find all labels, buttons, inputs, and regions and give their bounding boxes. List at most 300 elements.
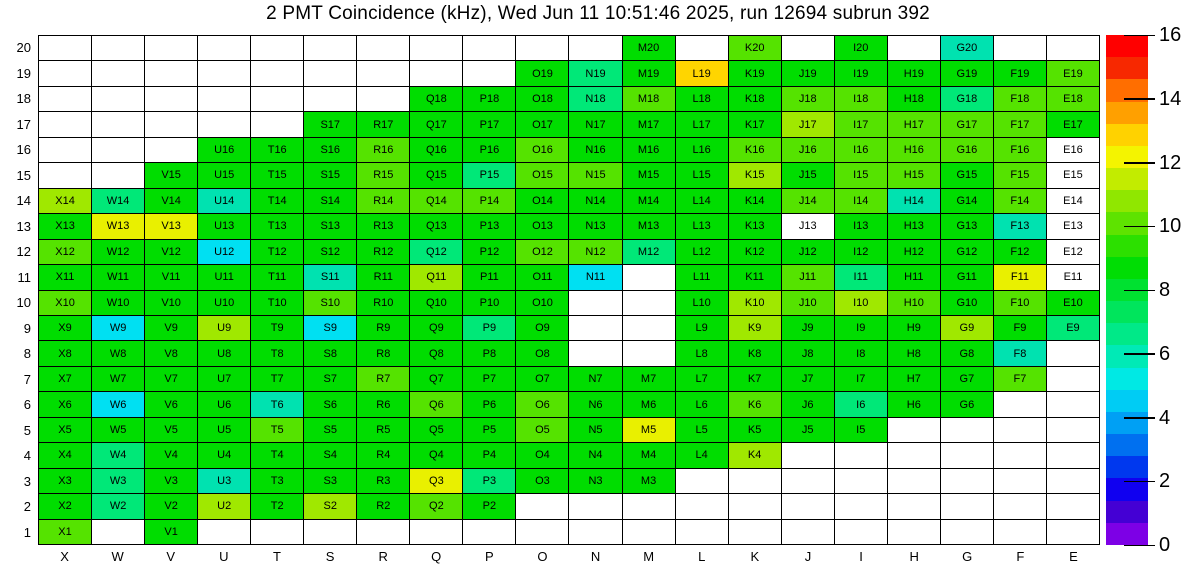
cell-H13: H13 bbox=[888, 214, 940, 238]
cell-J13: J13 bbox=[782, 214, 834, 238]
cell-K10: K10 bbox=[729, 291, 781, 315]
cell-empty bbox=[357, 61, 409, 85]
cell-I17: I17 bbox=[835, 112, 887, 136]
cell-K13: K13 bbox=[729, 214, 781, 238]
cell-S6: S6 bbox=[304, 392, 356, 416]
cell-L4: L4 bbox=[676, 443, 728, 467]
col-label-R: R bbox=[378, 549, 388, 564]
row-label-15: 15 bbox=[16, 167, 31, 183]
col-label-Q: Q bbox=[431, 549, 442, 564]
cell-O3: O3 bbox=[516, 469, 568, 493]
cell-L13: L13 bbox=[676, 214, 728, 238]
cell-U15: U15 bbox=[198, 163, 250, 187]
cell-J16: J16 bbox=[782, 138, 834, 162]
cell-K9: K9 bbox=[729, 316, 781, 340]
cell-H14: H14 bbox=[888, 189, 940, 213]
cell-U14: U14 bbox=[198, 189, 250, 213]
cell-R10: R10 bbox=[357, 291, 409, 315]
cell-J18: J18 bbox=[782, 87, 834, 111]
col-label-P: P bbox=[485, 549, 494, 564]
cell-U10: U10 bbox=[198, 291, 250, 315]
cell-G17: G17 bbox=[941, 112, 993, 136]
cell-S5: S5 bbox=[304, 418, 356, 442]
cell-G16: G16 bbox=[941, 138, 993, 162]
cell-W7: W7 bbox=[92, 367, 144, 391]
colorbar-tickline-4 bbox=[1124, 417, 1155, 419]
cell-M13: M13 bbox=[623, 214, 675, 238]
col-label-U: U bbox=[219, 549, 229, 564]
cell-T15: T15 bbox=[251, 163, 303, 187]
cell-empty bbox=[623, 316, 675, 340]
colorbar-band bbox=[1106, 102, 1148, 124]
colorbar-band bbox=[1106, 523, 1148, 545]
cell-L11: L11 bbox=[676, 265, 728, 289]
cell-S9: S9 bbox=[304, 316, 356, 340]
row-label-6: 6 bbox=[23, 397, 31, 413]
cell-E14: E14 bbox=[1047, 189, 1099, 213]
cell-R4: R4 bbox=[357, 443, 409, 467]
cell-empty bbox=[410, 61, 462, 85]
cell-empty bbox=[516, 36, 568, 60]
cell-Q9: Q9 bbox=[410, 316, 462, 340]
cell-H7: H7 bbox=[888, 367, 940, 391]
cell-O19: O19 bbox=[516, 61, 568, 85]
cell-V2: V2 bbox=[145, 494, 197, 518]
cell-M6: M6 bbox=[623, 392, 675, 416]
cell-I9: I9 bbox=[835, 316, 887, 340]
cell-R15: R15 bbox=[357, 163, 409, 187]
cell-K7: K7 bbox=[729, 367, 781, 391]
cell-I16: I16 bbox=[835, 138, 887, 162]
cell-N3: N3 bbox=[569, 469, 621, 493]
cell-R12: R12 bbox=[357, 240, 409, 264]
cell-empty bbox=[198, 87, 250, 111]
cell-empty bbox=[623, 265, 675, 289]
row-label-20: 20 bbox=[16, 40, 31, 56]
cell-empty bbox=[198, 36, 250, 60]
cell-X13: X13 bbox=[39, 214, 91, 238]
cell-K8: K8 bbox=[729, 341, 781, 365]
cell-N7: N7 bbox=[569, 367, 621, 391]
cell-J9: J9 bbox=[782, 316, 834, 340]
colorbar-band bbox=[1106, 35, 1148, 57]
col-label-V: V bbox=[166, 549, 176, 564]
cell-M4: M4 bbox=[623, 443, 675, 467]
cell-T5: T5 bbox=[251, 418, 303, 442]
cell-S16: S16 bbox=[304, 138, 356, 162]
cell-L6: L6 bbox=[676, 392, 728, 416]
cell-empty bbox=[835, 469, 887, 493]
cell-U11: U11 bbox=[198, 265, 250, 289]
cell-empty bbox=[145, 87, 197, 111]
cell-L7: L7 bbox=[676, 367, 728, 391]
cell-U3: U3 bbox=[198, 469, 250, 493]
col-label-G: G bbox=[962, 549, 973, 564]
cell-P3: P3 bbox=[463, 469, 515, 493]
cell-I18: I18 bbox=[835, 87, 887, 111]
colorbar-tickline-6 bbox=[1124, 353, 1155, 355]
cell-empty bbox=[304, 36, 356, 60]
cell-Q17: Q17 bbox=[410, 112, 462, 136]
colorbar-ticklabel-12: 12 bbox=[1159, 151, 1182, 174]
cell-N4: N4 bbox=[569, 443, 621, 467]
cell-W11: W11 bbox=[92, 265, 144, 289]
cell-empty bbox=[1047, 520, 1099, 544]
cell-P5: P5 bbox=[463, 418, 515, 442]
cell-T9: T9 bbox=[251, 316, 303, 340]
colorbar-ticklabel-14: 14 bbox=[1159, 87, 1182, 110]
col-label-O: O bbox=[537, 549, 548, 564]
cell-empty bbox=[251, 61, 303, 85]
cell-T4: T4 bbox=[251, 443, 303, 467]
cell-E18: E18 bbox=[1047, 87, 1099, 111]
cell-empty bbox=[357, 520, 409, 544]
cell-empty bbox=[251, 36, 303, 60]
row-label-19: 19 bbox=[16, 65, 31, 81]
cell-S14: S14 bbox=[304, 189, 356, 213]
colorbar-tickline-8 bbox=[1124, 290, 1155, 292]
cell-J11: J11 bbox=[782, 265, 834, 289]
cell-empty bbox=[39, 87, 91, 111]
cell-R3: R3 bbox=[357, 469, 409, 493]
cell-S8: S8 bbox=[304, 341, 356, 365]
cell-L5: L5 bbox=[676, 418, 728, 442]
col-label-K: K bbox=[750, 549, 760, 564]
cell-empty bbox=[729, 520, 781, 544]
cell-V12: V12 bbox=[145, 240, 197, 264]
cell-W6: W6 bbox=[92, 392, 144, 416]
cell-S10: S10 bbox=[304, 291, 356, 315]
cell-Q10: Q10 bbox=[410, 291, 462, 315]
cell-empty bbox=[92, 61, 144, 85]
cell-O5: O5 bbox=[516, 418, 568, 442]
cell-X4: X4 bbox=[39, 443, 91, 467]
cell-G19: G19 bbox=[941, 61, 993, 85]
cell-P15: P15 bbox=[463, 163, 515, 187]
cell-F7: F7 bbox=[994, 367, 1046, 391]
cell-O6: O6 bbox=[516, 392, 568, 416]
cell-E11: E11 bbox=[1047, 265, 1099, 289]
cell-W8: W8 bbox=[92, 341, 144, 365]
cell-G7: G7 bbox=[941, 367, 993, 391]
cell-O17: O17 bbox=[516, 112, 568, 136]
cell-M19: M19 bbox=[623, 61, 675, 85]
cell-X3: X3 bbox=[39, 469, 91, 493]
cell-H11: H11 bbox=[888, 265, 940, 289]
row-label-5: 5 bbox=[23, 422, 31, 438]
cell-T11: T11 bbox=[251, 265, 303, 289]
cell-W13: W13 bbox=[92, 214, 144, 238]
cell-V4: V4 bbox=[145, 443, 197, 467]
cell-empty bbox=[1047, 469, 1099, 493]
cell-Q2: Q2 bbox=[410, 494, 462, 518]
plot-title: 2 PMT Coincidence (kHz), Wed Jun 11 10:51:46 2025, run 12694 subrun 392 bbox=[266, 3, 930, 24]
cell-R16: R16 bbox=[357, 138, 409, 162]
cell-I11: I11 bbox=[835, 265, 887, 289]
colorbar-band bbox=[1106, 345, 1148, 367]
cell-G14: G14 bbox=[941, 189, 993, 213]
cell-X11: X11 bbox=[39, 265, 91, 289]
cell-F8: F8 bbox=[994, 341, 1046, 365]
cell-M16: M16 bbox=[623, 138, 675, 162]
cell-O13: O13 bbox=[516, 214, 568, 238]
cell-Q8: Q8 bbox=[410, 341, 462, 365]
col-label-F: F bbox=[1016, 549, 1025, 564]
cell-U13: U13 bbox=[198, 214, 250, 238]
cell-T16: T16 bbox=[251, 138, 303, 162]
cell-P7: P7 bbox=[463, 367, 515, 391]
cell-empty bbox=[994, 443, 1046, 467]
cell-S7: S7 bbox=[304, 367, 356, 391]
colorbar-band bbox=[1106, 124, 1148, 146]
cell-Q7: Q7 bbox=[410, 367, 462, 391]
cell-M14: M14 bbox=[623, 189, 675, 213]
cell-N6: N6 bbox=[569, 392, 621, 416]
cell-O14: O14 bbox=[516, 189, 568, 213]
cell-Q3: Q3 bbox=[410, 469, 462, 493]
cell-I13: I13 bbox=[835, 214, 887, 238]
cell-R17: R17 bbox=[357, 112, 409, 136]
cell-G11: G11 bbox=[941, 265, 993, 289]
cell-K11: K11 bbox=[729, 265, 781, 289]
cell-M7: M7 bbox=[623, 367, 675, 391]
cell-empty bbox=[357, 36, 409, 60]
cell-X8: X8 bbox=[39, 341, 91, 365]
cell-U6: U6 bbox=[198, 392, 250, 416]
cell-T7: T7 bbox=[251, 367, 303, 391]
cell-empty bbox=[888, 469, 940, 493]
cell-W12: W12 bbox=[92, 240, 144, 264]
cell-G20: G20 bbox=[941, 36, 993, 60]
cell-empty bbox=[92, 36, 144, 60]
cell-G6: G6 bbox=[941, 392, 993, 416]
row-label-10: 10 bbox=[16, 295, 31, 311]
cell-T10: T10 bbox=[251, 291, 303, 315]
col-label-E: E bbox=[1069, 549, 1078, 564]
cell-empty bbox=[39, 163, 91, 187]
cell-G8: G8 bbox=[941, 341, 993, 365]
cell-F12: F12 bbox=[994, 240, 1046, 264]
cell-O10: O10 bbox=[516, 291, 568, 315]
cell-N11: N11 bbox=[569, 265, 621, 289]
colorbar-ticklabel-16: 16 bbox=[1159, 24, 1182, 46]
cell-H8: H8 bbox=[888, 341, 940, 365]
cell-M15: M15 bbox=[623, 163, 675, 187]
cell-empty bbox=[463, 61, 515, 85]
cell-O4: O4 bbox=[516, 443, 568, 467]
cell-H9: H9 bbox=[888, 316, 940, 340]
cell-W14: W14 bbox=[92, 189, 144, 213]
cell-empty bbox=[1047, 341, 1099, 365]
cell-H12: H12 bbox=[888, 240, 940, 264]
cell-N12: N12 bbox=[569, 240, 621, 264]
cell-U12: U12 bbox=[198, 240, 250, 264]
cell-I19: I19 bbox=[835, 61, 887, 85]
cell-P9: P9 bbox=[463, 316, 515, 340]
cell-R13: R13 bbox=[357, 214, 409, 238]
cell-S15: S15 bbox=[304, 163, 356, 187]
cell-Q14: Q14 bbox=[410, 189, 462, 213]
cell-empty bbox=[676, 36, 728, 60]
cell-empty bbox=[198, 112, 250, 136]
cell-W3: W3 bbox=[92, 469, 144, 493]
cell-H18: H18 bbox=[888, 87, 940, 111]
cell-I6: I6 bbox=[835, 392, 887, 416]
cell-R11: R11 bbox=[357, 265, 409, 289]
cell-J5: J5 bbox=[782, 418, 834, 442]
cell-H15: H15 bbox=[888, 163, 940, 187]
cell-Q12: Q12 bbox=[410, 240, 462, 264]
cell-M17: M17 bbox=[623, 112, 675, 136]
cell-L15: L15 bbox=[676, 163, 728, 187]
cell-F17: F17 bbox=[994, 112, 1046, 136]
cell-T3: T3 bbox=[251, 469, 303, 493]
cell-O11: O11 bbox=[516, 265, 568, 289]
cell-empty bbox=[782, 469, 834, 493]
colorbar-band bbox=[1106, 368, 1148, 390]
cell-X10: X10 bbox=[39, 291, 91, 315]
cell-V8: V8 bbox=[145, 341, 197, 365]
colorbar-tickline-10 bbox=[1124, 226, 1155, 228]
cell-S12: S12 bbox=[304, 240, 356, 264]
cell-empty bbox=[39, 138, 91, 162]
cell-W10: W10 bbox=[92, 291, 144, 315]
cell-J7: J7 bbox=[782, 367, 834, 391]
cell-L16: L16 bbox=[676, 138, 728, 162]
colorbar-band bbox=[1106, 412, 1148, 434]
cell-L14: L14 bbox=[676, 189, 728, 213]
colorbar-tickline-0 bbox=[1124, 545, 1155, 547]
cell-I12: I12 bbox=[835, 240, 887, 264]
cell-H19: H19 bbox=[888, 61, 940, 85]
cell-N15: N15 bbox=[569, 163, 621, 187]
cell-empty bbox=[994, 494, 1046, 518]
cell-empty bbox=[39, 61, 91, 85]
cell-F15: F15 bbox=[994, 163, 1046, 187]
cell-O7: O7 bbox=[516, 367, 568, 391]
cell-empty bbox=[782, 36, 834, 60]
cell-K16: K16 bbox=[729, 138, 781, 162]
cell-empty bbox=[782, 443, 834, 467]
cell-empty bbox=[39, 112, 91, 136]
cell-empty bbox=[569, 494, 621, 518]
cell-L18: L18 bbox=[676, 87, 728, 111]
cell-empty bbox=[729, 469, 781, 493]
colorbar-band bbox=[1106, 390, 1148, 412]
cell-E19: E19 bbox=[1047, 61, 1099, 85]
cell-V1: V1 bbox=[145, 520, 197, 544]
cell-P10: P10 bbox=[463, 291, 515, 315]
colorbar-ticklabel-0: 0 bbox=[1159, 534, 1171, 556]
cell-empty bbox=[1047, 392, 1099, 416]
cell-empty bbox=[941, 494, 993, 518]
cell-N19: N19 bbox=[569, 61, 621, 85]
cell-K12: K12 bbox=[729, 240, 781, 264]
cell-I7: I7 bbox=[835, 367, 887, 391]
cell-empty bbox=[145, 138, 197, 162]
cell-K15: K15 bbox=[729, 163, 781, 187]
row-label-3: 3 bbox=[23, 473, 31, 489]
cell-U8: U8 bbox=[198, 341, 250, 365]
cell-empty bbox=[782, 494, 834, 518]
cell-R9: R9 bbox=[357, 316, 409, 340]
cell-X1: X1 bbox=[39, 520, 91, 544]
cell-E9: E9 bbox=[1047, 316, 1099, 340]
cell-V15: V15 bbox=[145, 163, 197, 187]
cell-M3: M3 bbox=[623, 469, 675, 493]
cell-empty bbox=[888, 36, 940, 60]
cell-L12: L12 bbox=[676, 240, 728, 264]
cell-G18: G18 bbox=[941, 87, 993, 111]
cell-empty bbox=[1047, 367, 1099, 391]
colorbar-tickline-16 bbox=[1124, 35, 1155, 37]
cell-Q15: Q15 bbox=[410, 163, 462, 187]
cell-S11: S11 bbox=[304, 265, 356, 289]
cell-empty bbox=[941, 469, 993, 493]
colorbar-tickline-2 bbox=[1124, 481, 1155, 483]
colorbar-band bbox=[1106, 146, 1148, 168]
cell-E13: E13 bbox=[1047, 214, 1099, 238]
cell-X6: X6 bbox=[39, 392, 91, 416]
cell-empty bbox=[994, 392, 1046, 416]
cell-empty bbox=[251, 520, 303, 544]
cell-P14: P14 bbox=[463, 189, 515, 213]
cell-empty bbox=[1047, 36, 1099, 60]
cell-O9: O9 bbox=[516, 316, 568, 340]
cell-E12: E12 bbox=[1047, 240, 1099, 264]
cell-Q6: Q6 bbox=[410, 392, 462, 416]
colorbar-ticklabel-10: 10 bbox=[1159, 215, 1182, 238]
cell-empty bbox=[569, 316, 621, 340]
cell-empty bbox=[92, 87, 144, 111]
cell-Q5: Q5 bbox=[410, 418, 462, 442]
cell-J19: J19 bbox=[782, 61, 834, 85]
cell-empty bbox=[463, 520, 515, 544]
row-label-14: 14 bbox=[16, 193, 31, 209]
cell-S2: S2 bbox=[304, 494, 356, 518]
cell-K17: K17 bbox=[729, 112, 781, 136]
cell-L9: L9 bbox=[676, 316, 728, 340]
cell-V6: V6 bbox=[145, 392, 197, 416]
cell-empty bbox=[145, 112, 197, 136]
cell-G15: G15 bbox=[941, 163, 993, 187]
cell-S4: S4 bbox=[304, 443, 356, 467]
cell-empty bbox=[198, 520, 250, 544]
row-label-12: 12 bbox=[16, 244, 31, 260]
cell-P2: P2 bbox=[463, 494, 515, 518]
cell-N13: N13 bbox=[569, 214, 621, 238]
cell-R6: R6 bbox=[357, 392, 409, 416]
cell-N16: N16 bbox=[569, 138, 621, 162]
cell-S3: S3 bbox=[304, 469, 356, 493]
cell-R14: R14 bbox=[357, 189, 409, 213]
cell-L19: L19 bbox=[676, 61, 728, 85]
col-label-N: N bbox=[590, 549, 601, 564]
colorbar-band bbox=[1106, 501, 1148, 523]
row-label-8: 8 bbox=[23, 346, 31, 362]
cell-O15: O15 bbox=[516, 163, 568, 187]
cell-G9: G9 bbox=[941, 316, 993, 340]
cell-I8: I8 bbox=[835, 341, 887, 365]
colorbar-ticklabel-4: 4 bbox=[1159, 406, 1171, 429]
cell-F16: F16 bbox=[994, 138, 1046, 162]
cell-W5: W5 bbox=[92, 418, 144, 442]
cell-H6: H6 bbox=[888, 392, 940, 416]
cell-empty bbox=[941, 443, 993, 467]
cell-O8: O8 bbox=[516, 341, 568, 365]
cell-O12: O12 bbox=[516, 240, 568, 264]
colorbar-band bbox=[1106, 434, 1148, 456]
